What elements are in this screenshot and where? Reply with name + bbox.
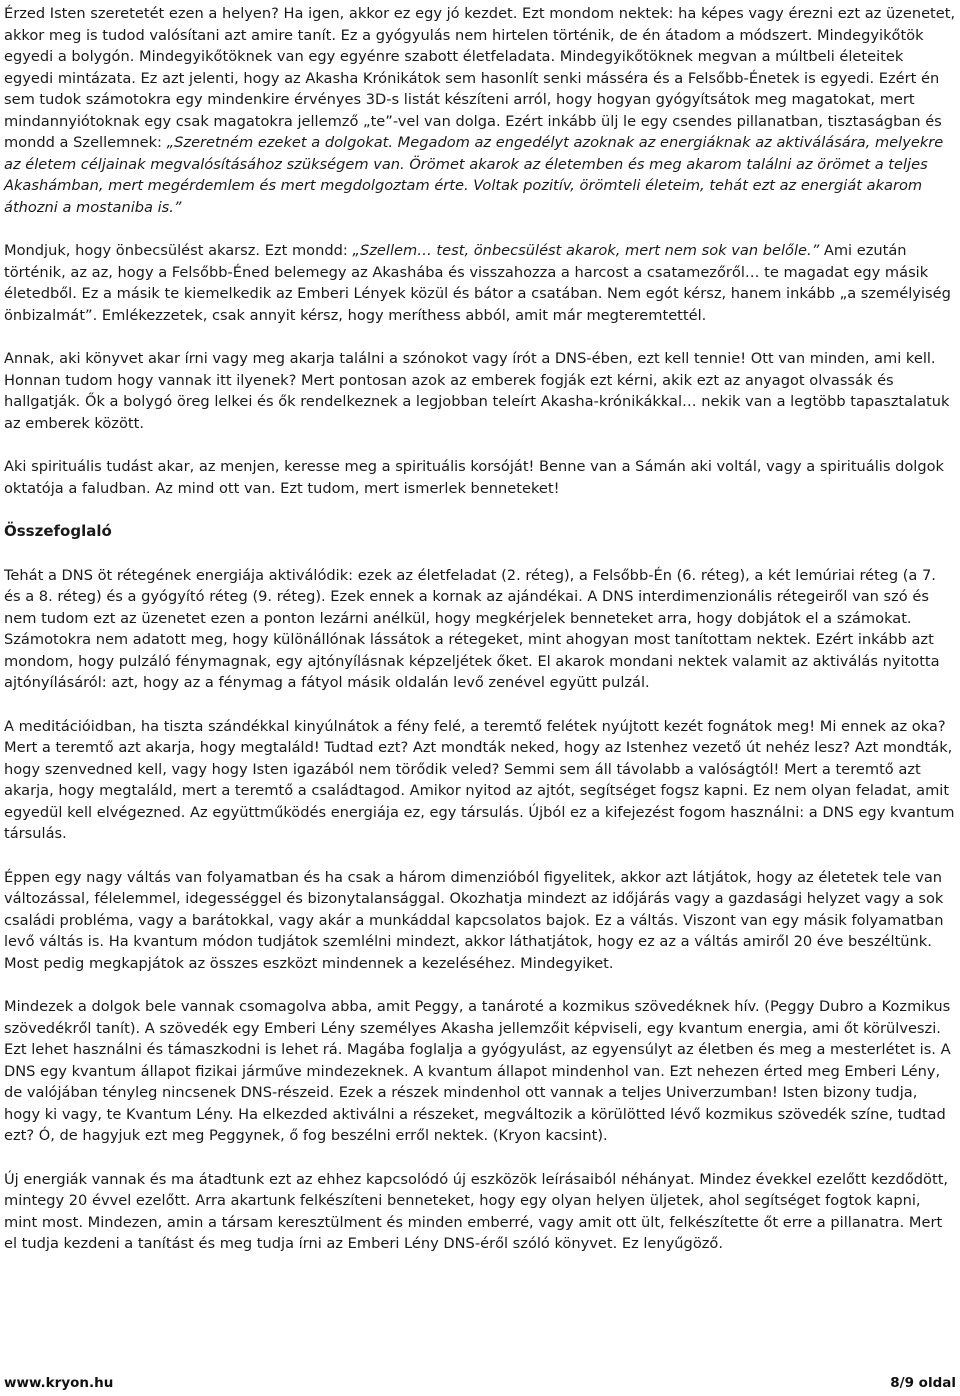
paragraph-4: Aki spirituális tudást akar, az menjen, keresse meg a spirituális korsóját! Benne van a Sámán aki voltál, vagy a spirituális dolgok oktatója a faludban. Az mind ott van. Ezt tudom, mert ismerlek benneteket! xyxy=(4,458,944,497)
paragraph-2-quote: „Szellem… test, önbecsülést akarok, mert nem sok van belőle.” xyxy=(352,242,820,259)
paragraph-3: Annak, aki könyvet akar írni vagy meg akarja találni a szónokot vagy írót a DNS-ében, ezt kell tennie! Ott van minden, ami kell. Honnan tudom hogy vannak itt ilyenek? Mert pontosan azok az emberek fogják ezt kérni, akik ezt az anyagot olvassák és hallgatják. Ők a bolygó öreg lelkei és ők rendelkeznek a legjobban teleírt Akasha-krónikákkal… nekik van a legtöbb tapasztalatuk az emberek között. xyxy=(4,350,950,432)
paragraph-2-text-a: Mondjuk, hogy önbecsülést akarsz. Ezt mondd: xyxy=(4,242,353,259)
paragraph-2 xyxy=(4,240,956,326)
paragraph-1-text: Érzed Isten szeretetét ezen a helyen? Ha igen, akkor ez egy jó kezdet. Ezt mondom nektek: ha képes vagy érezni ezt az üzenetet, akkor meg is tudod valósítani azt amire tanít. Ez a gyógyulás nem hirtelen történik, de én átadom a módszert. Mindegyikőtök egyedi a bolygón. Mindegyikőtöknek van egy egyénre szabott életfeladata. Mindegyikőtöknek megvan a múltbeli életeitek egyedi mintázata. Ez azt jelenti, hogy az Akasha Krónikátok sem hasonlít senki másséra és a Felsőbb-Énetek is egyedi. Ezért én sem tudok számotokra egy mindenkire érvényes 3D-s listát készíteni arról, hogy hogyan gyógyítsátok meg magatokat, mert mindannyiótoknak egy csak magatokra jellemző „te”-vel van dolga. Ezért inkább ülj le egy csendes pillanatban, tisztaságban és mondd a Szellemnek: xyxy=(4,5,956,151)
footer-page-number: 8/9 oldal xyxy=(890,1375,956,1391)
paragraph-1-quote: „Szeretném ezeket a dolgokat. Megadom az engedélyt azoknak az energiáknak az aktiválására, melyekre az életem céljainak megvalósításához szükségem van. Örömet akarok az életemben és meg akarom találni az örömet a teljes Akashámban, mert megérdemlem és mert megdolgoztam érte. Voltak pozitív, örömteli életeim, tehát ezt az energiát akarom áthozni a mostaniba is.” xyxy=(4,134,944,216)
document-page xyxy=(4,0,956,1396)
footer-site-link[interactable]: www.kryon.hu xyxy=(4,1375,114,1391)
paragraph-8: Mindezek a dolgok bele vannak csomagolva abba, amit Peggy, a tanároté a kozmikus szövedéknek hív. (Peggy Dubro a Kozmikus szövedékről tanít). A szövedék egy Emberi Lény személyes Akasha jellemzőit képviseli, egy kvantum energia, ami őt körülveszi. Ezt lehet használni és támaszkodni is lehet rá. Magába foglalja a gyógyulást, az egyensúlyt az életben és meg a mesterlétet is. A DNS egy kvantum állapot fizikai járműve mindezeknek. A kvantum állapot mindenhol van. Ezt nehezen érted meg Emberi Lény, de valójában tényleg nincsenek DNS-részeid. Ezek a részek mindenhol ott vannak a teljes Univerzumban! Isten bizony tudja, hogy ki vagy, te Kvantum Lény. Ha elkezded aktiválni a részeket, megváltozik a körülötted lévő kozmikus szövedék színe, tudtad ezt? Ó, de hagyjuk ezt meg Peggynek, ő fog beszélni erről nektek. (Kryon kacsint). xyxy=(4,998,951,1144)
paragraph-5: Tehát a DNS öt rétegének energiája aktiválódik: ezek az életfeladat (2. réteg), a Felsőbb-Én (6. réteg), a két lemúriai réteg (a 7. és a 8. réteg) és a gyógyító réteg (9. réteg). Ezek ennek a kornak az ajándékai. A DNS interdimenzionális rétegeiről van szó és nem tudom ezt az üzenetet ezen a ponton lezárni anélkül, hogy megkérjelek benneteket arra, hogy dobjátok el a számokat. Számotokra nem adatott meg, hogy különállónak lássátok a rétegeket, mint ahogyan most tanítottam nektek. Ezért inkább azt mondom, hogy pulzáló fénymagnak, egy ajtónyílásnak képzeljétek őket. El akarok mondani nektek valamit az aktiválás nyitotta ajtónyílásáról: azt, hogy az a fénymag a fátyol másik oldalán levő zenével együtt pulzál. xyxy=(4,566,940,691)
paragraph-9: Új energiák vannak és ma átadtunk ezt az ehhez kapcsolódó új eszközök leírásaiból néhányat. Mindez évekkel ezelőtt kezdődött, mintegy 20 évvel ezelőtt. Arra akartunk felkészíteni benneteket, hogy egy olyan helyen üljetek, ahol segítséget fogtok kapni, mint most. Mindezen, amin a társam keresztülment és minden emberré, vagy amit ott ült, felkészítette őt erre a pillanatra. Mert el tudja kezdeni a tanítást és meg tudja írni az Emberi Lény DNS-éről szóló könyvet. Ez lenyűgöző. xyxy=(4,1170,949,1252)
section-heading: Összefoglaló xyxy=(4,522,112,540)
paragraph-6: A meditációidban, ha tiszta szándékkal kinyúlnátok a fény felé, a teremtő felétek nyújtott kezét fognátok meg! Mi ennek az oka? Mert a teremtő azt akarja, hogy megtaláld! Tudtad ezt? Azt mondták neked, hogy az Istenhez vezető út nehéz lesz? Azt mondták, hogy szenvedned kell, vagy hogy Isten igazából nem törődik veled? Semmi sem áll távolabb a valóságtól! Mert a teremtő azt akarja, hogy megtaláld, mert a teremtő a családtagod. Amikor nyitod az ajtót, segítséget fogsz kapni. Ez nem olyan feladat, amit egyedül kell elvégezned. Az együttműködés energiája ez, egy társulás. Újból ez a kifejezést fogom használni: a DNS egy kvantum társulás. xyxy=(4,717,955,842)
paragraph-1 xyxy=(4,3,956,218)
paragraph-2-text-b: Ami ezután történik, az az, hogy a Felsőbb-Éned belemegy az Akashába és visszahozza a harcost a csatamezőről… te magadat egy másik életedből. Ez a másik te kiemelkedik az Emberi Lények közül és bátor a csatában. Nem egót kérsz, hanem inkább „a személyiség önbizalmát”. Emlékezzetek, csak annyit kérsz, hogy meríthess abból, amit már megteremtettél. xyxy=(4,242,951,324)
paragraph-7: Éppen egy nagy váltás van folyamatban és ha csak a három dimenzióból figyelitek, akkor azt látjátok, hogy az életetek tele van változással, félelemmel, idegességgel és bizonytalansággal. Okozhatja mindezt az időjárás vagy a gazdasági helyzet vagy a sok családi probléma, vagy a barátokkal, vagy akár a munkáddal kapcsolatos bajok. Ez a váltás. Viszont van egy másik folyamatban levő váltás is. Ha kvantum módon tudjátok szemlélni mindezt, akkor láthatjátok, hogy ez az a váltás amiről 20 éve beszéltünk. Most pedig megkapjátok az összes eszközt mindennek a kezeléséhez. Mindegyiket. xyxy=(4,868,944,972)
